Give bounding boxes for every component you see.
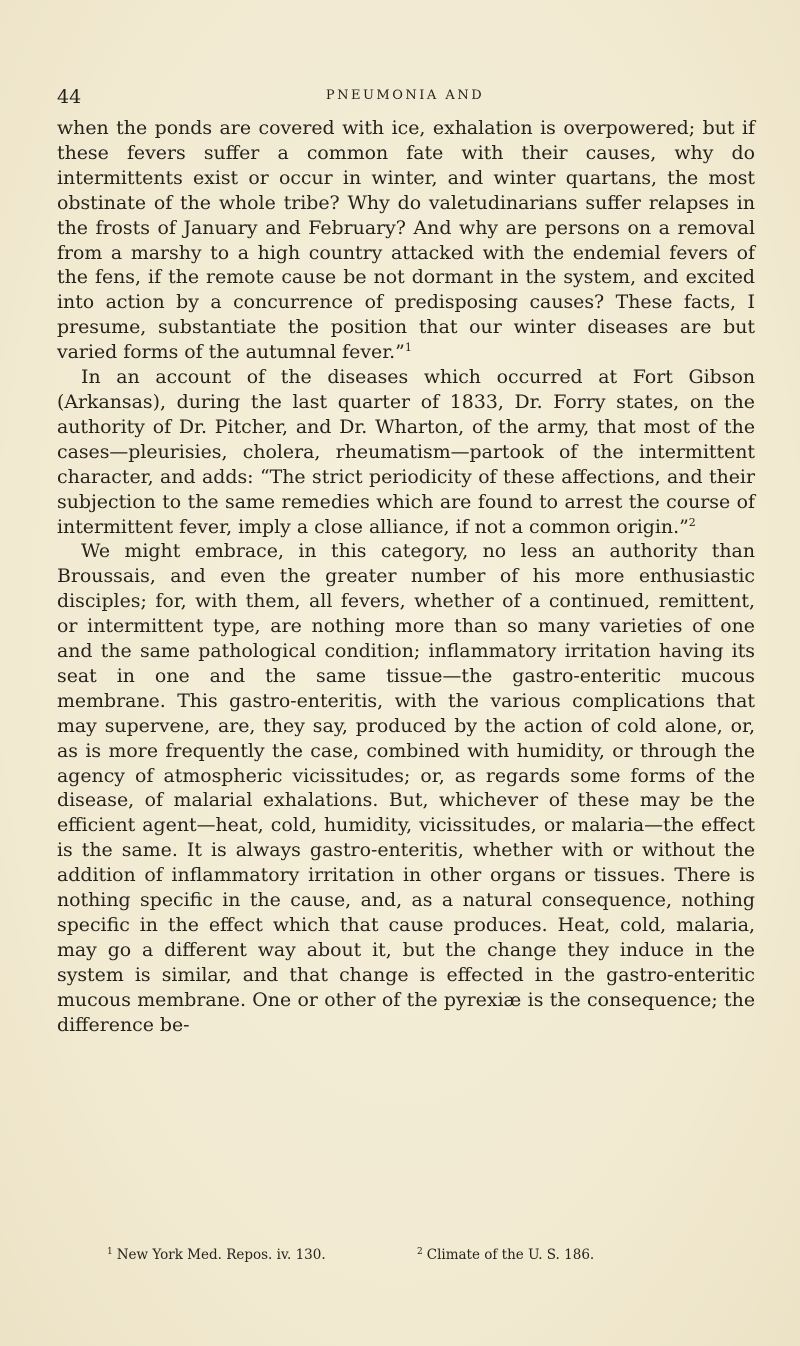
footnote-marker: 1 [107, 1247, 113, 1257]
running-title: PNEUMONIA AND [325, 88, 485, 103]
body-text [57, 116, 755, 1038]
footnote-marker: 2 [417, 1247, 423, 1257]
footnote-1 [107, 1244, 326, 1263]
paragraph-text: when the ponds are covered with ice, exhalation is overpowered; but if these fevers suffer a common fate with their causes, why do intermittents exist or occur in winter, and winter quartans, the most obstinate of the whole tribe? Why do valetudinarians suffer relapses in the frosts of January and February? And why are persons on a removal from a marshy to a high country attacked with the endemial fevers of the fens, if the remote cause be not dormant in the system, and excited into action by a concurrence of predisposing causes? These facts, I presume, substantiate the position that our winter diseases are but varied forms of the autumnal fever.” [57, 117, 755, 364]
page-header [57, 86, 753, 110]
paragraph-text: We might embrace, in this category, no less an authority than Broussais, and even the greater number of his more enthusiastic disciples; for, with them, all fevers, whether of a continued, remittent, or intermittent type, are nothing more than so many varieties of one and the same pathological condition; inflammatory irritation having its seat in one and the same tissue—the gastro-enteritic mucous membrane. This gastro-enteritis, with the various complications that may supervene, are, they say, produced by the action of cold alone, or, as is more frequently the case, combined with humidity, or through the agency of atmospheric vicissitudes; or, as regards some forms of the disease, of malarial exhalations. But, whichever of these may be the efficient agent—heat, cold, humidity, vicissitudes, or malaria—the effect is the same. It is always gastro-enteritis, whether with or without the addition of inflammatory irritation in other organs or tissues. There is nothing specific in the cause, and, as a natural consequence, nothing specific in the effect which that cause produces. Heat, cold, malaria, may go a different way about it, but the change they induce in the system is similar, and that change is effected in the gastro-enteritic mucous membrane. One or other of the pyrexiæ is the consequence; the difference be- [57, 540, 755, 1036]
paragraph-continuation [57, 116, 755, 365]
paragraph-fort-gibson [57, 365, 755, 539]
paragraph-text: In an account of the diseases which occurred at Fort Gibson (Arkansas), during the last quarter of 1833, Dr. Forry states, on the authority of Dr. Pitcher, and Dr. Wharton, of the army, that most of the cases—pleurisies, cholera, rheumatism—partook of the intermittent character, and adds: “The strict periodicity of these affections, and their subjection to the same remedies which are found to arrest the course of intermittent fever, imply a close alliance, if not a common origin.” [57, 366, 755, 538]
footnote-text: Climate of the U. S. 186. [426, 1247, 595, 1263]
footnote-text: New York Med. Repos. iv. 130. [116, 1247, 326, 1263]
page-number: 44 [57, 86, 82, 108]
footnote-2 [417, 1244, 594, 1263]
footnote-ref-1: 1 [404, 341, 412, 355]
footnote-ref-2: 2 [688, 515, 696, 529]
paragraph-broussais [57, 539, 755, 1037]
